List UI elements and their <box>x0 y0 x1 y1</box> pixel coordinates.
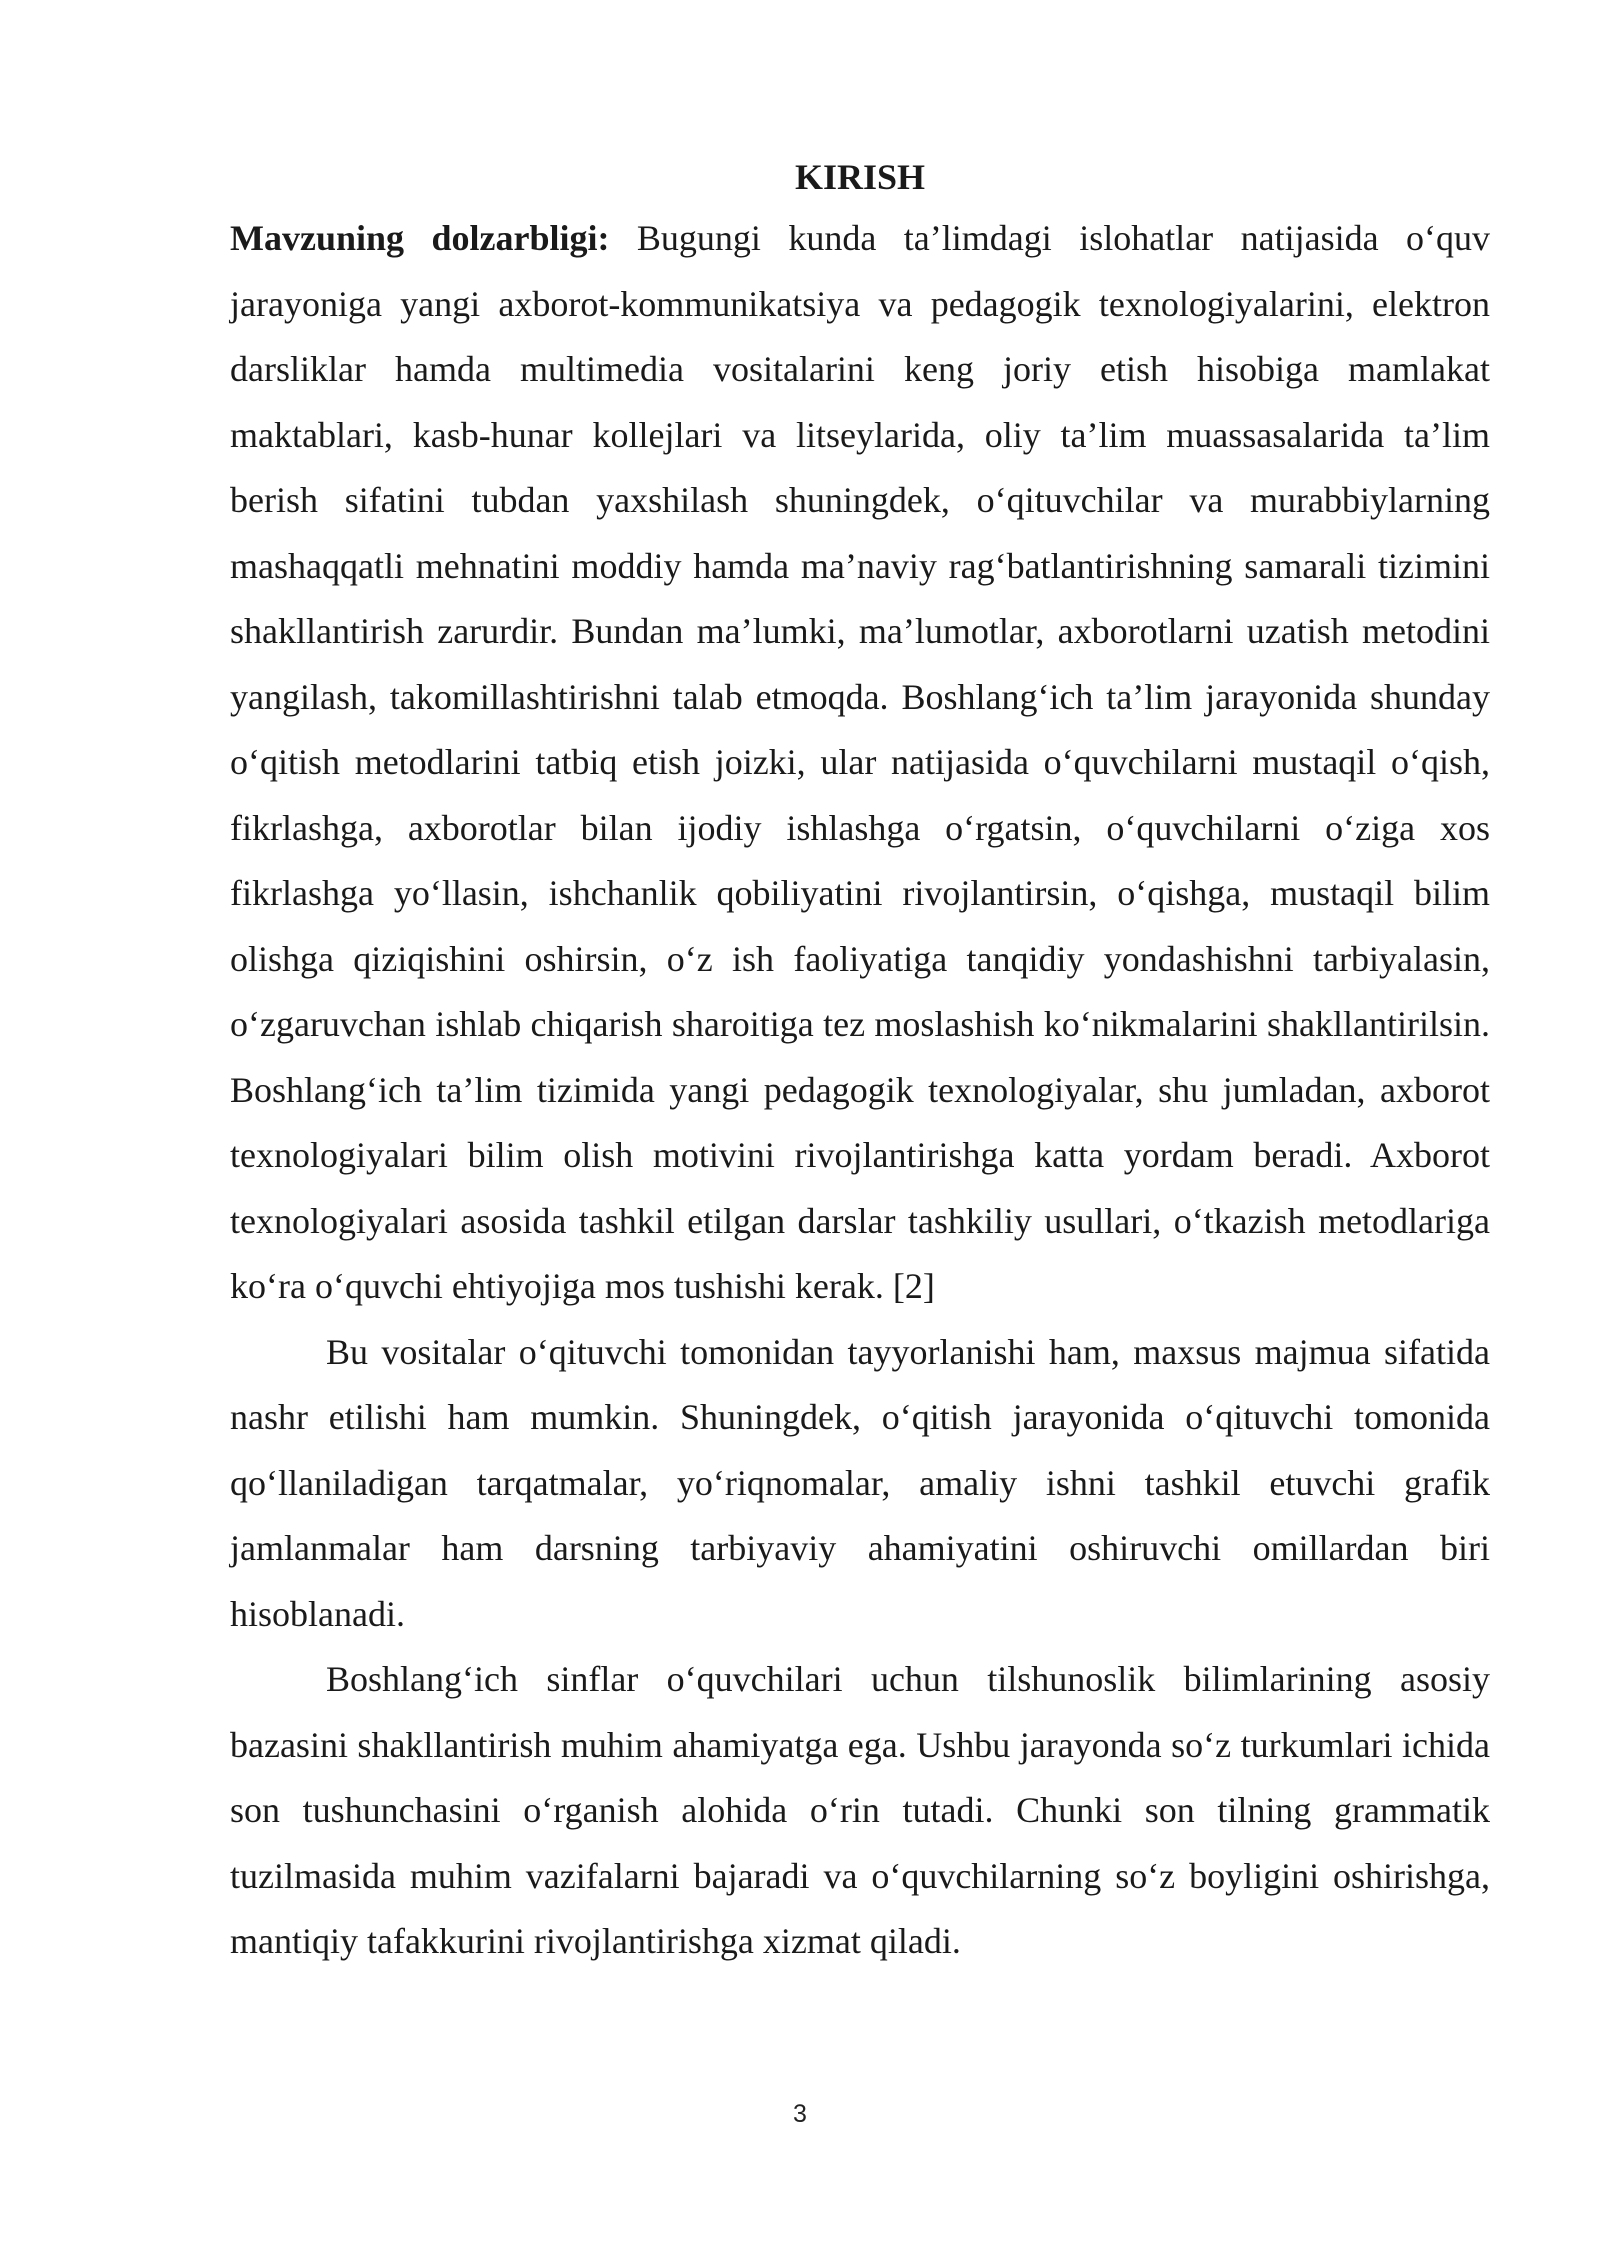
paragraph-lead: Mavzuning dolzarbligi: <box>230 218 610 258</box>
paragraph-primary-classes: Boshlang‘ich sinflar o‘quvchilari uchun tilshunoslik bilimlarining asosiy bazasini shakllantirish muhim ahamiyatga ega. Ushbu jarayonda so‘z turkumlari ichida son tushunchasini o‘rganish alohida o‘rin tutadi. Chunki son tilning grammatik tuzilmasida muhim vazifalarni bajaradi va o‘quvchilarning so‘z boyligini oshirishga, mantiqiy tafakkurini rivojlantirishga xizmat qiladi. <box>230 1659 1490 1961</box>
section-title: KIRISH <box>794 157 926 197</box>
page-number: 3 <box>793 2100 807 2128</box>
paragraph-text: Bugungi kunda ta’limdagi islohatlar natijasida o‘quv jarayoniga yangi axborot-kommunikatsiya va pedagogik texnologiyalarini, elektron darsliklar hamda multimedia vositalarini keng joriy etish hisobiga mamlakat maktablari, kasb-hunar kollejlari va litseylarida, oliy ta’lim muassasalarida ta’lim berish sifatini tubdan yaxshilash shuningdek, o‘qituvchilar va murabbiylarning mashaqqatli mehnatini moddiy hamda ma’naviy rag‘batlantirishning samarali tizimini shakllantirish zarurdir. Bundan ma’lumki, ma’lumotlar, axborotlarni uzatish metodini yangilash, takomillashtirishni talab etmoqda. Boshlang‘ich ta’lim jarayonida shunday o‘qitish metodlarini tatbiq etish joizki, ular natijasida o‘quvchilarni mustaqil o‘qish, fikrlashga, axborotlar bilan ijodiy ishlashga o‘rgatsin, o‘quvchilarni o‘ziga xos fikrlashga yo‘llasin, ishchanlik qobiliyatini rivojlantirsin, o‘qishga, mustaqil bilim olishga qiziqishini oshirsin, o‘z ish faoliyatiga tanqidiy yondashishni tarbiyalasin, o‘zgaruvchan ishlab chiqarish sharoitiga tez moslashish ko‘nikmalarini shakllantirilsin. Boshlang‘ich ta’lim tizimida yangi pedagogik texnologiyalar, shu jumladan, axborot texnologiyalari bilim olish motivini rivojlantirishga katta yordam beradi. Axborot texnologiyalari asosida tashkil etilgan darslar tashkiliy usullari, o‘tkazish metodlariga ko‘ra o‘quvchi ehtiyojiga mos tushishi kerak. [2] <box>230 218 1490 1306</box>
paragraph-tools: Bu vositalar o‘qituvchi tomonidan tayyorlanishi ham, maxsus majmua sifatida nashr etilishi ham mumkin. Shuningdek, o‘qitish jarayonida o‘qituvchi tomonida qo‘llaniladigan tarqatmalar, yo‘riqnomalar, amaliy ishni tashkil etuvchi grafik jamlanmalar ham darsning tarbiyaviy ahamiyatini oshiruvchi omillardan biri hisoblanadi. <box>230 1331 1490 1634</box>
page-content <box>230 148 1490 1975</box>
paragraph-relevance <box>230 206 1490 1320</box>
